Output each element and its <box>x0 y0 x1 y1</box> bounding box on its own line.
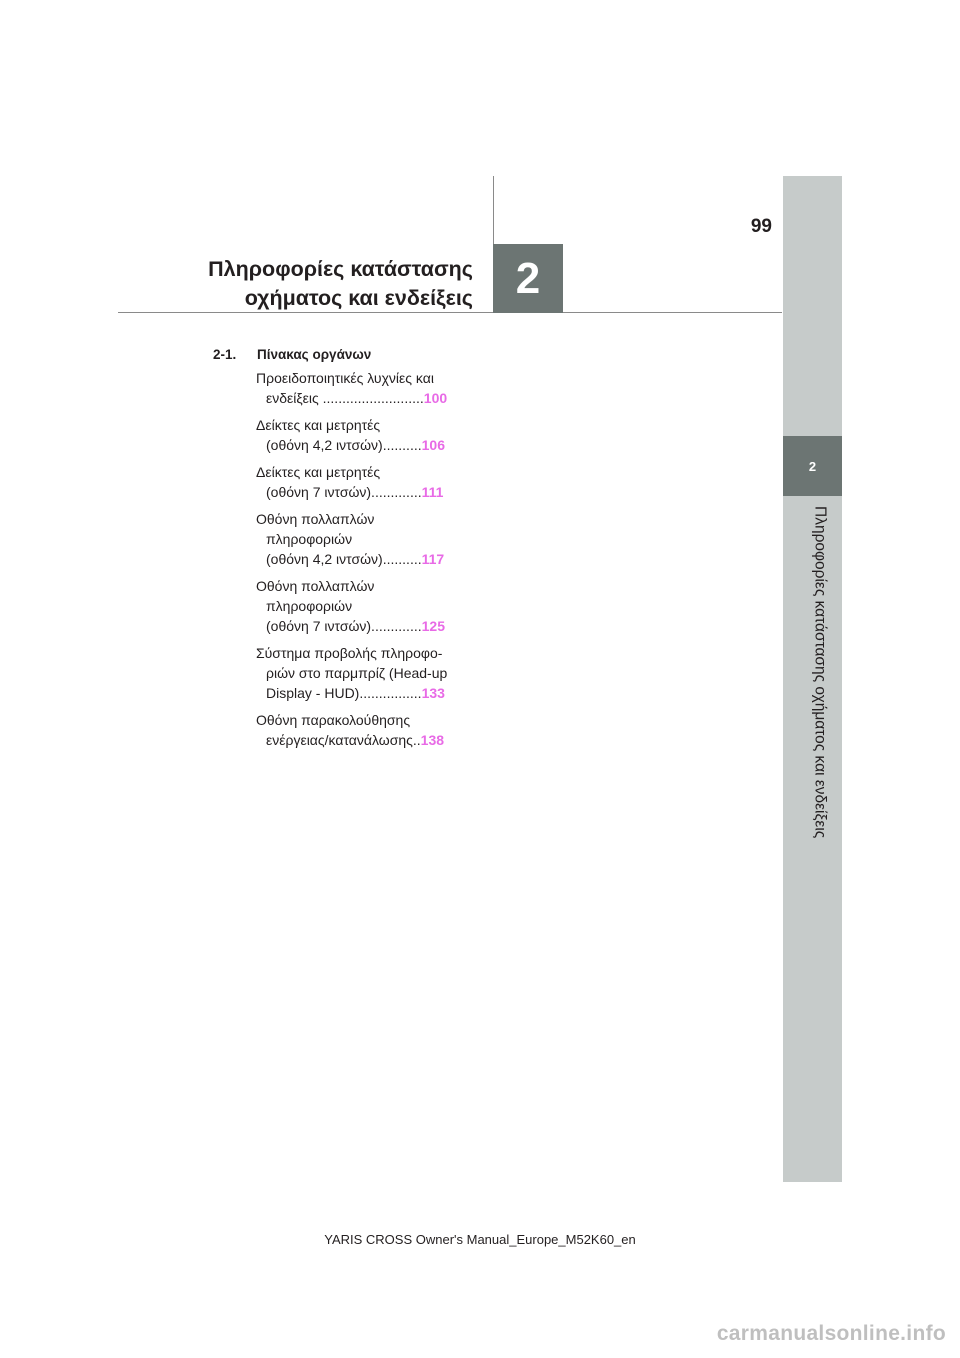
chapter-title-line-2: οχήματος και ενδείξεις <box>244 286 473 310</box>
toc-page-link[interactable]: 125 <box>421 618 445 634</box>
toc-page-link[interactable]: 100 <box>423 390 448 406</box>
toc-page-link[interactable]: 117 <box>421 551 445 567</box>
chapter-title <box>208 255 473 313</box>
toc-entry-last-line <box>256 435 468 455</box>
toc-entry-text: Οθόνη παρακολούθησης <box>256 712 411 728</box>
toc-entry[interactable] <box>256 710 468 750</box>
toc-page-link[interactable]: 106 <box>421 437 445 453</box>
toc-section-number: 2-1. <box>213 347 237 362</box>
toc-entry-leader-text: (οθόνη 4,2 ιντσών).......... <box>266 437 422 453</box>
toc-entry-last-line <box>256 616 468 636</box>
toc-section-heading <box>213 345 468 365</box>
toc-entry-text: πληροφοριών <box>266 531 353 547</box>
toc-entry-leader-text: (οθόνη 7 ιντσών)............. <box>266 484 422 500</box>
toc-entry-leader-text: (οθόνη 4,2 ιντσών).......... <box>266 551 422 567</box>
toc-entry-leader-text: Display - HUD)................ <box>266 685 422 701</box>
toc-entry-text: Οθόνη πολλαπλών <box>256 511 375 527</box>
toc-entry-leader-text: ενέργειας/κατανάλωσης.. <box>266 732 421 748</box>
toc-entry-text: Δείκτες και μετρητές <box>256 464 381 480</box>
toc-entry[interactable] <box>256 368 468 408</box>
sidebar-chapter-tab[interactable]: 2 <box>783 436 842 496</box>
toc-entry-last-line <box>256 549 468 569</box>
page-footer: YARIS CROSS Owner's Manual_Europe_M52K60_en <box>324 1232 636 1247</box>
toc-entry[interactable] <box>256 415 468 455</box>
toc-entry-text: Σύστημα προβολής πληροφο- <box>256 645 443 661</box>
toc-entry[interactable] <box>256 462 468 502</box>
toc-entry-leader-text: (οθόνη 7 ιντσών)............. <box>266 618 422 634</box>
toc-entry-last-line <box>256 482 468 502</box>
toc-page-link[interactable]: 133 <box>421 685 445 701</box>
toc-entry[interactable] <box>256 576 468 636</box>
page-number: 99 <box>750 216 772 237</box>
sidebar-chapter-label: Πληροφορίες κατάστασης οχήματος και ενδείξεις <box>811 506 829 839</box>
toc-entry-text: πληροφοριών <box>266 598 353 614</box>
toc-entry[interactable] <box>256 509 468 569</box>
toc-section-title: Πίνακας οργάνων <box>257 347 372 362</box>
toc-entry-last-line <box>256 388 468 408</box>
toc-entry[interactable] <box>256 643 468 703</box>
toc-entry-text: Οθόνη πολλαπλών <box>256 578 375 594</box>
chapter-title-line-1: Πληροφορίες κατάστασης <box>208 257 473 281</box>
toc-entry-text: ριών στο παρμπρίζ (Head-up <box>266 665 448 681</box>
toc-entry-text: Δείκτες και μετρητές <box>256 417 381 433</box>
toc-entry-last-line <box>256 730 468 750</box>
header-vertical-rule <box>493 176 494 244</box>
toc-page-link[interactable]: 111 <box>421 484 444 500</box>
toc-entry-leader-text: ενδείξεις .......................... <box>266 390 424 406</box>
toc-entry-last-line <box>256 683 468 703</box>
table-of-contents <box>213 345 468 757</box>
toc-page-link[interactable]: 138 <box>420 732 445 748</box>
toc-entries <box>213 368 468 750</box>
chapter-number-box: 2 <box>493 244 563 313</box>
toc-entry-text: Προειδοποιητικές λυχνίες και <box>256 370 434 386</box>
site-watermark: carmanualsonline.info <box>716 1322 946 1345</box>
